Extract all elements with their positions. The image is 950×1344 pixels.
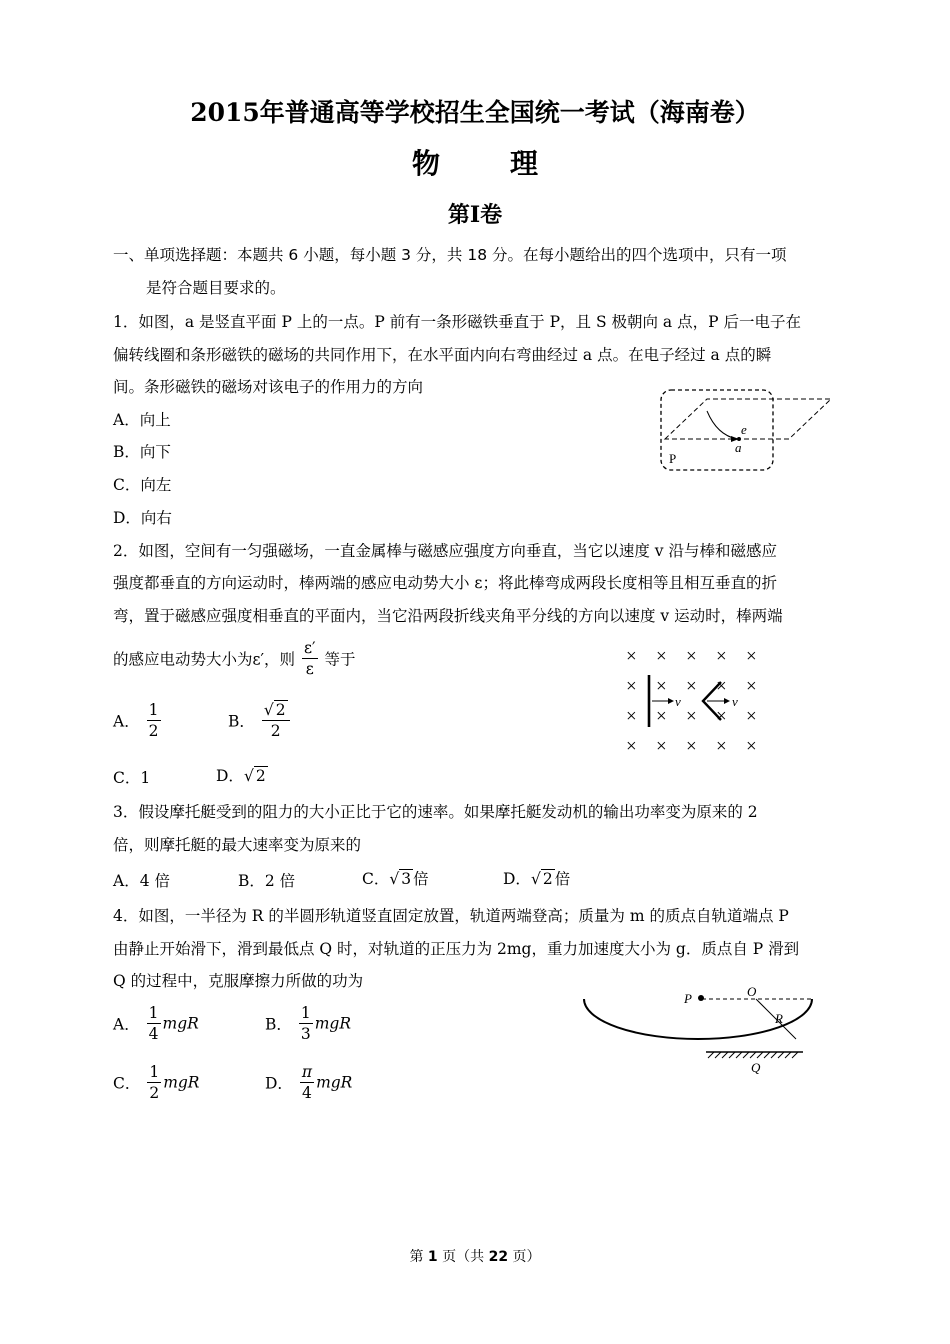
q4-option-a (113, 1003, 199, 1044)
q2-option-d (216, 764, 268, 786)
q1-figure (655, 385, 835, 475)
field-cross: × (626, 706, 637, 727)
q2-line4 (113, 638, 356, 679)
q3-option-d-unit: 倍 (554, 870, 571, 888)
q4-option-d-fraction (300, 1062, 314, 1103)
q1-line1: 1．如图，a 是竖直平面 P 上的一点。P 前有一条形磁铁垂直于 P，且 S 极朝向 a 点，P 后一电子在 (113, 313, 801, 331)
q2-fig-v2: v (732, 694, 738, 709)
q2-option-a-num: 1 (148, 701, 159, 719)
q4-option-c-tail: mgR (163, 1073, 200, 1092)
q3-option-d (503, 867, 570, 889)
field-cross: × (716, 706, 727, 727)
q2-option-d-radicand: 2 (255, 767, 266, 785)
q3-option-c-label: C． (362, 870, 390, 888)
field-cross: × (686, 706, 697, 727)
q2-figure (622, 642, 772, 754)
q2-ratio-fraction (302, 638, 318, 679)
footer-total-pages: 22 (488, 1249, 509, 1265)
q3-option-c-radicand: 3 (401, 870, 412, 888)
q4-option-a-num: 1 (148, 1004, 159, 1022)
q2-line4-b: 等于 (324, 650, 356, 669)
field-cross: × (716, 736, 727, 754)
field-cross: × (746, 706, 757, 727)
footer-page-number: 1 (427, 1249, 438, 1265)
section-heading-line2: 是符合题目要求的。 (146, 279, 286, 297)
q4-option-a-tail: mgR (162, 1014, 199, 1033)
q1-line3: 间。条形磁铁的磁场对该电子的作用力的方向 (113, 378, 424, 396)
q3-option-b: B．2 倍 (238, 872, 296, 890)
q2-ratio-den: ε (305, 660, 314, 678)
q4-option-d-label: D． (265, 1074, 293, 1093)
q1-line2: 偏转线圈和条形磁铁的磁场的共同作用下，在水平面内向右弯曲经过 a 点。在电子经过 a 点的瞬 (113, 346, 772, 364)
q1-fig-label-a: a (735, 440, 742, 455)
q3-option-c-sqrt: √ 3 (389, 870, 412, 888)
q2-option-b-label: B． (228, 712, 255, 731)
q2-option-c: C．1 (113, 769, 151, 787)
footer-pre: 第 (409, 1249, 428, 1265)
q4-fig-label-p: P (684, 991, 692, 1006)
q4-option-a-fraction (147, 1003, 161, 1044)
q4-line2: 由静止开始滑下，滑到最低点 Q 时，对轨道的正压力为 2mg，重力加速度大小为 g．质点自 P 滑到 (113, 940, 800, 958)
q4-option-b-tail: mgR (314, 1014, 351, 1033)
q2-option-d-label: D． (216, 767, 244, 785)
q2-line2: 强度都垂直的方向运动时，棒两端的感应电动势大小 ε；将此棒弯成两段长度相等且相互垂直的折 (113, 574, 777, 592)
q2-option-b-fraction (262, 700, 290, 741)
q1-option-a: A．向上 (113, 411, 171, 429)
q4-option-b (265, 1003, 351, 1044)
field-cross: × (626, 736, 637, 754)
field-cross: × (626, 676, 637, 697)
q3-option-d-sqrt: √ 2 (530, 870, 553, 888)
q3-option-c-unit: 倍 (413, 870, 429, 888)
subject-title: 物理 (411, 147, 608, 180)
q3-line2: 倍，则摩托艇的最大速率变为原来的 (113, 836, 362, 854)
footer-mid: 页（共 (437, 1249, 489, 1265)
q2-line1: 2．如图，空间有一匀强磁场，一直金属棒与磁感应强度方向垂直，当它以速度 v 沿与棒和磁感应 (113, 542, 777, 560)
q4-option-b-den: 3 (300, 1025, 311, 1043)
q4-option-d-num: π (301, 1063, 313, 1081)
q2-option-a-label: A． (113, 712, 140, 731)
field-cross: × (656, 646, 667, 667)
field-cross: × (686, 676, 697, 697)
page-footer (0, 1246, 950, 1266)
footer-post: 页） (508, 1249, 541, 1265)
field-cross: × (656, 706, 667, 727)
q4-option-b-fraction (299, 1003, 313, 1044)
q3-option-d-radicand: 2 (542, 870, 553, 888)
q2-option-b-num: √ 2 (262, 700, 290, 721)
q3-line1: 3．假设摩托艇受到的阻力的大小正比于它的速率。如果摩托艇发动机的输出功率变为原来的 2 (113, 803, 758, 821)
q3-option-a: A．4 倍 (113, 872, 170, 890)
q4-fig-label-o: O (747, 985, 757, 999)
q4-option-b-label: B． (265, 1015, 292, 1034)
field-cross: × (626, 646, 637, 667)
q2-line3: 弯，置于磁感应强度相垂直的平面内，当它沿两段折线夹角平分线的方向以速度 v 运动时，棒两端 (113, 607, 783, 625)
q4-fig-label-r: R (775, 1011, 783, 1026)
section-heading-line1: 一、单项选择题：本题共 6 小题，每小题 3 分，共 18 分。在每小题给出的四个选项中，只有一项 (113, 246, 787, 264)
q1-fig-label-e: e (741, 422, 747, 437)
q1-option-d: D．向右 (113, 509, 172, 527)
q4-option-c-den: 2 (149, 1084, 160, 1102)
q4-figure (578, 985, 818, 1075)
exam-title: 2015年普通高等学校招生全国统一考试（海南卷） (190, 98, 760, 127)
q4-option-a-den: 4 (148, 1025, 159, 1043)
q4-option-a-label: A． (113, 1015, 140, 1034)
q4-ground-hatch (708, 1052, 798, 1058)
q4-option-c (113, 1062, 199, 1103)
q1-option-b: B．向下 (113, 443, 171, 461)
field-cross: × (686, 736, 697, 754)
q2-option-d-sqrt: √ 2 (243, 767, 266, 785)
q1-option-c: C．向左 (113, 476, 172, 494)
q2-option-b (228, 700, 292, 741)
field-cross: × (656, 736, 667, 754)
field-cross: × (746, 736, 757, 754)
q4-option-c-label: C． (113, 1074, 141, 1093)
q3-option-c (362, 867, 429, 889)
q2-ratio-num: ε′ (304, 639, 316, 657)
field-cross: × (716, 676, 727, 697)
q2-option-a (113, 700, 163, 741)
q2-option-a-den: 2 (148, 722, 159, 740)
volume-title: 第I卷 (447, 202, 503, 228)
field-cross: × (686, 646, 697, 667)
q2-fig-v1: v (675, 694, 681, 709)
q3-option-d-label: D． (503, 870, 531, 888)
q4-fig-label-q: Q (751, 1060, 761, 1075)
q4-option-d-tail: mgR (316, 1073, 353, 1092)
q2-line4-a: 的感应电动势大小为ε′，则 (113, 650, 296, 669)
field-cross: × (716, 646, 727, 667)
q4-line1: 4．如图，一半径为 R 的半圆形轨道竖直固定放置，轨道两端登高；质量为 m 的质点自轨道端点 P (113, 907, 789, 925)
q2-option-b-den: 2 (270, 722, 281, 740)
field-cross: × (656, 676, 667, 697)
q1-fig-label-p: P (669, 451, 677, 466)
q2-option-b-radicand: 2 (275, 701, 286, 719)
field-cross: × (746, 646, 757, 667)
q4-option-c-fraction (147, 1062, 161, 1103)
field-cross: × (746, 676, 757, 697)
q4-option-b-num: 1 (300, 1004, 311, 1022)
q4-option-c-num: 1 (149, 1063, 160, 1081)
q4-option-d (265, 1062, 352, 1103)
q2-option-a-fraction (147, 700, 161, 741)
q4-option-d-den: 4 (302, 1084, 312, 1102)
q4-line3: Q 的过程中，克服摩擦力所做的功为 (113, 972, 364, 990)
